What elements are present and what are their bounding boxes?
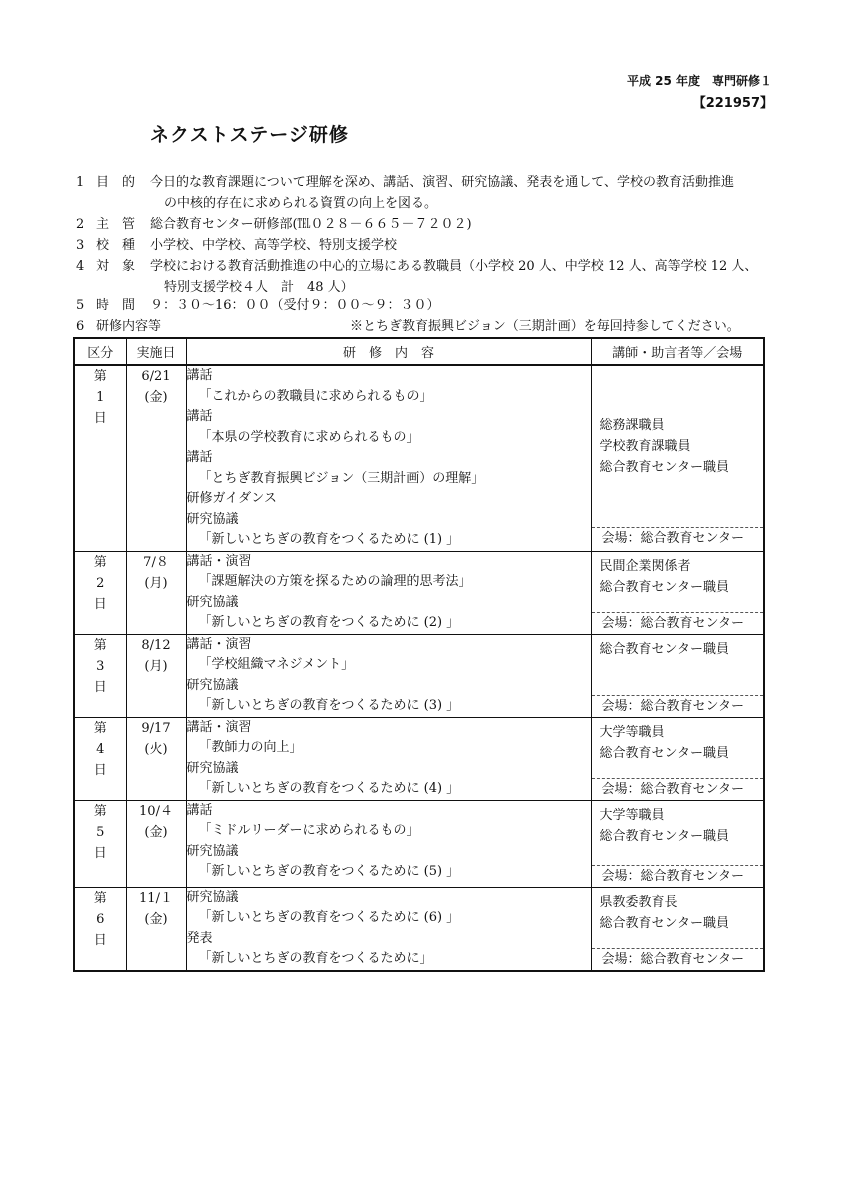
- weekday: (金): [144, 390, 168, 405]
- venue: 会場：総合教育センター: [592, 865, 764, 887]
- activity-type: 研究協議: [186, 889, 239, 905]
- info-text: 小学校、中学校、高等学校、特別支援学校: [150, 238, 398, 253]
- activity-type: 発表: [186, 930, 213, 946]
- session-number-part: 日: [93, 845, 107, 861]
- session-content: [186, 365, 591, 551]
- date-value: 8/12: [141, 637, 171, 653]
- session-number-part: 3: [96, 658, 105, 674]
- activity-type: 講話: [186, 368, 213, 383]
- session-content: [186, 887, 591, 971]
- session-number: [74, 887, 126, 971]
- info-label: 目 的: [96, 175, 136, 190]
- info-label: 時 間: [96, 298, 136, 313]
- header-content: 研 修 内 容: [186, 338, 591, 365]
- activity-topic: 「新しいとちぎの教育をつくるために (5) 」: [198, 864, 460, 879]
- venue: 会場：総合教育センター: [592, 778, 764, 800]
- activity-topic: 「新しいとちぎの教育をつくるために (4) 」: [198, 781, 460, 796]
- weekday: (月): [144, 575, 168, 591]
- session-number-part: 日: [93, 411, 107, 426]
- weekday: (金): [144, 911, 168, 927]
- venue: 会場：総合教育センター: [592, 527, 764, 549]
- date-value: 6/21: [141, 369, 171, 384]
- session-number-part: 2: [96, 575, 105, 591]
- activity-type: 研究協議: [186, 594, 239, 610]
- session-date: [126, 800, 186, 887]
- session-number-part: 1: [96, 390, 105, 405]
- session-content: [186, 634, 591, 717]
- session-content: [186, 717, 591, 800]
- schedule-body: [74, 365, 764, 971]
- info-text: ９：３０～16：００（受付９：００～９：３０）: [150, 298, 440, 313]
- activity-topic: 「学校組織マネジメント」: [198, 657, 355, 672]
- session-lecturers: [591, 551, 764, 634]
- info-text: 学校における教育活動推進の中心的立場にある教職員（小学校 20 人、中学校 12 人、高等学校 12 人、: [150, 259, 758, 274]
- lecturer-name: 総合教育センター職員: [599, 460, 729, 475]
- session-number-part: 日: [93, 679, 107, 695]
- lecturer-name: 総合教育センター職員: [599, 828, 729, 844]
- session-number-part: 6: [96, 911, 105, 927]
- session-number-part: 5: [96, 824, 105, 840]
- session-content: [186, 551, 591, 634]
- lecturer-name: 大学等職員: [599, 807, 665, 823]
- activity-type: 講話・演習: [186, 719, 252, 735]
- session-number: [74, 365, 126, 551]
- activity-type: 研修ガイダンス: [186, 491, 277, 506]
- session-number-part: 第: [93, 803, 107, 819]
- activity-topic: 「新しいとちぎの教育をつくるために (3) 」: [198, 698, 460, 713]
- activity-topic: 「新しいとちぎの教育をつくるために (2) 」: [198, 615, 460, 630]
- date-value: 9/17: [141, 720, 171, 736]
- info-number: 3: [76, 238, 85, 253]
- venue: 会場：総合教育センター: [592, 948, 764, 970]
- course-code: 【221957】: [692, 96, 773, 111]
- table-row: [74, 551, 764, 634]
- info-label: 主 管: [96, 217, 136, 232]
- session-number: [74, 717, 126, 800]
- activity-type: 研究協議: [186, 760, 239, 776]
- session-date: [126, 634, 186, 717]
- session-lecturers: [591, 887, 764, 971]
- info-number: 1: [76, 175, 85, 190]
- session-number-part: 第: [93, 637, 107, 653]
- info-text: 特別支援学校４人 計 48 人）: [164, 280, 354, 295]
- header-lecturer: 講師・助言者等／会場: [591, 338, 764, 365]
- session-date: [126, 365, 186, 551]
- session-lecturers: [591, 800, 764, 887]
- activity-topic: 「これからの教職員に求められるもの」: [198, 388, 433, 404]
- weekday: (月): [144, 658, 168, 674]
- date-value: 7/８: [143, 554, 169, 570]
- lecturer-name: 県教委教育長: [599, 894, 678, 910]
- info-number: 2: [76, 217, 85, 232]
- activity-type: 講話・演習: [186, 553, 252, 569]
- activity-type: 講話: [186, 450, 213, 465]
- lecturer-name: 総合教育センター職員: [599, 641, 729, 657]
- weekday: (火): [144, 741, 168, 757]
- session-lecturers: [591, 717, 764, 800]
- lecturer-name: 民間企業関係者: [599, 558, 691, 574]
- weekday: (金): [144, 824, 168, 840]
- info-text: 総合教育センター研修部(℡０２８－６６５－７２０２): [150, 217, 472, 232]
- session-number-part: 第: [93, 554, 107, 570]
- activity-topic: 「課題解決の方策を探るための論理的思考法」: [198, 574, 472, 589]
- session-number-part: 日: [93, 932, 107, 948]
- activity-topic: 「新しいとちぎの教育をつくるために (6) 」: [198, 910, 460, 925]
- session-date: [126, 887, 186, 971]
- session-number: [74, 634, 126, 717]
- activity-topic: 「新しいとちぎの教育をつくるために (1) 」: [198, 532, 460, 547]
- lecturer-name: 総合教育センター職員: [599, 579, 729, 595]
- session-content: [186, 800, 591, 887]
- session-lecturers: [591, 365, 764, 551]
- session-number-part: 第: [93, 890, 107, 906]
- session-number-part: 日: [93, 596, 107, 612]
- table-row: [74, 717, 764, 800]
- activity-topic: 「新しいとちぎの教育をつくるために」: [198, 951, 433, 966]
- activity-topic: 「ミドルリーダーに求められるもの」: [198, 823, 420, 838]
- activity-type: 研究協議: [186, 677, 239, 693]
- page-title: ネクストステージ研修: [150, 124, 349, 146]
- lecturer-name: 総合教育センター職員: [599, 745, 729, 761]
- info-label: 校 種: [96, 238, 136, 253]
- activity-topic: 「とちぎ教育振興ビジョン（三期計画）の理解」: [198, 470, 485, 486]
- session-number-part: 日: [93, 762, 107, 778]
- header-date: 実施日: [126, 338, 186, 365]
- note-text: ※とちぎ教育振興ビジョン（三期計画）を毎回持参してください。: [350, 319, 740, 334]
- table-row: [74, 887, 764, 971]
- session-date: [126, 717, 186, 800]
- venue: 会場：総合教育センター: [592, 695, 764, 717]
- info-label: 対 象: [96, 259, 136, 274]
- session-number-part: 第: [93, 720, 107, 736]
- table-row: [74, 800, 764, 887]
- info-number: 5: [76, 298, 85, 313]
- info-number: 4: [76, 259, 85, 274]
- activity-type: 講話・演習: [186, 636, 252, 652]
- info-text: 今日的な教育課題について理解を深め、講話、演習、研究協議、発表を通して、学校の教育活動推進: [150, 175, 734, 190]
- activity-topic: 「教師力の向上」: [198, 740, 303, 755]
- activity-type: 研究協議: [186, 843, 239, 859]
- activity-topic: 「本県の学校教育に求められるもの」: [198, 429, 420, 445]
- info-label: 研修内容等: [96, 319, 162, 334]
- header-kubun: 区分: [74, 338, 126, 365]
- activity-type: 研究協議: [186, 511, 239, 527]
- schedule-table: [73, 337, 765, 972]
- table-row: [74, 634, 764, 717]
- info-number: 6: [76, 319, 85, 334]
- session-number-part: 第: [93, 369, 107, 384]
- session-date: [126, 551, 186, 634]
- lecturer-name: 大学等職員: [599, 724, 665, 740]
- session-number: [74, 800, 126, 887]
- lecturer-name: 学校教育課職員: [599, 439, 691, 454]
- date-value: 10/４: [139, 803, 173, 819]
- lecturer-name: 総合教育センター職員: [599, 915, 729, 931]
- info-text: の中核的存在に求められる資質の向上を図る。: [164, 196, 438, 211]
- date-value: 11/１: [139, 890, 173, 906]
- session-number-part: 4: [96, 741, 105, 757]
- table-header-row: [74, 338, 764, 365]
- session-number: [74, 551, 126, 634]
- activity-type: 講話: [186, 802, 213, 818]
- table-row: [74, 365, 764, 551]
- venue: 会場：総合教育センター: [592, 612, 764, 634]
- document-year-label: 平成 25 年度 専門研修１: [626, 74, 772, 88]
- activity-type: 講話: [186, 409, 213, 424]
- lecturer-name: 総務課職員: [599, 418, 665, 433]
- session-lecturers: [591, 634, 764, 717]
